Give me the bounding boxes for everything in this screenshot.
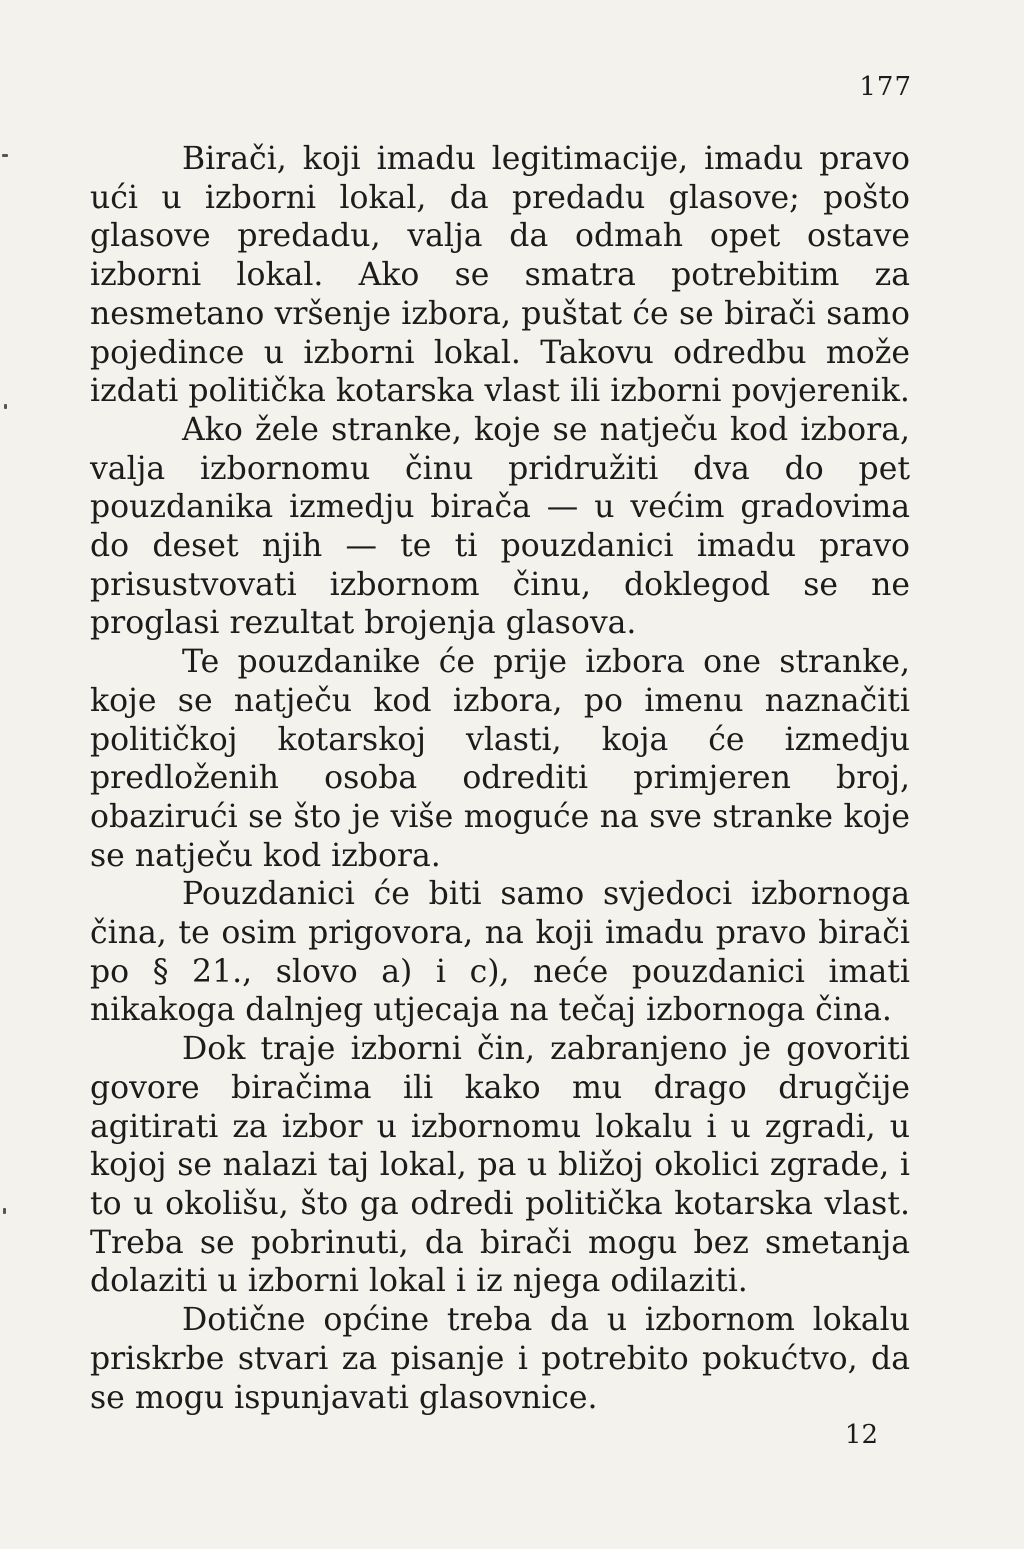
paragraph: Ako žele stranke, koje se natječu kod izbora, valja izbornomu činu pridružiti dva do pet pouzdanika izmedju birača — u većim gradovima do deset njih — te ti pouzdanici imadu pravo prisustvovati izbornom činu, doklegod se ne proglasi rezultat brojenja glasova. (90, 411, 910, 642)
paragraph: Dotične općine treba da u izbornom lokalu priskrbe stvari za pisanje i potrebito pokućtvo, da se mogu ispunjavati glasovnice. (90, 1302, 910, 1416)
page-number: 177 (859, 72, 912, 102)
paragraph: Dok traje izborni čin, zabranjeno je govoriti govore biračima ili kako mu drago drugčije agitirati za izbor u izbornomu lokalu i u zgradi, u kojoj se nalazi taj lokal, pa u bližoj okolici zgrade, i to u okolišu, što ga odredi politička kotarska vlast. Treba se pobrinuti, da birači mogu bez smetanja dolaziti u izborni lokal i iz njega odilaziti. (90, 1031, 910, 1300)
paragraph: Pouzdanici će biti samo svjedoci izbornoga čina, te osim prigovora, na koji imadu pravo birači po § 21., slovo a) i c), neće pouzdanici imati nikakoga dalnjeg utjecaja na tečaj izbornoga čina. (90, 876, 910, 1029)
paragraph: Te pouzdanike će prije izbora one stranke, koje se natječu kod izbora, po imenu naznačiti političkoj kotarskoj vlasti, koja će izmedju predloženih osoba odrediti primjeren broj, obazirući se što je više moguće na sve stranke koje se natječu kod izbora. (90, 644, 910, 874)
margin-mark (4, 404, 7, 409)
paragraph: Birači, koji imadu legitimacije, imadu pravo ući u izborni lokal, da predadu glasove; pošto glasove predadu, valja da odmah opet ostave izborni lokal. Ako se smatra potrebitim za nesmetano vršenje izbora, puštat će se birači samo pojedince u izborni lokal. Takovu odredbu može izdati politička kotarska vlast ili izborni povjerenik. (90, 141, 910, 410)
margin-mark (2, 154, 8, 157)
sheet-signature: 12 (844, 1420, 878, 1450)
body-text (90, 140, 910, 1417)
margin-mark (3, 1208, 6, 1214)
